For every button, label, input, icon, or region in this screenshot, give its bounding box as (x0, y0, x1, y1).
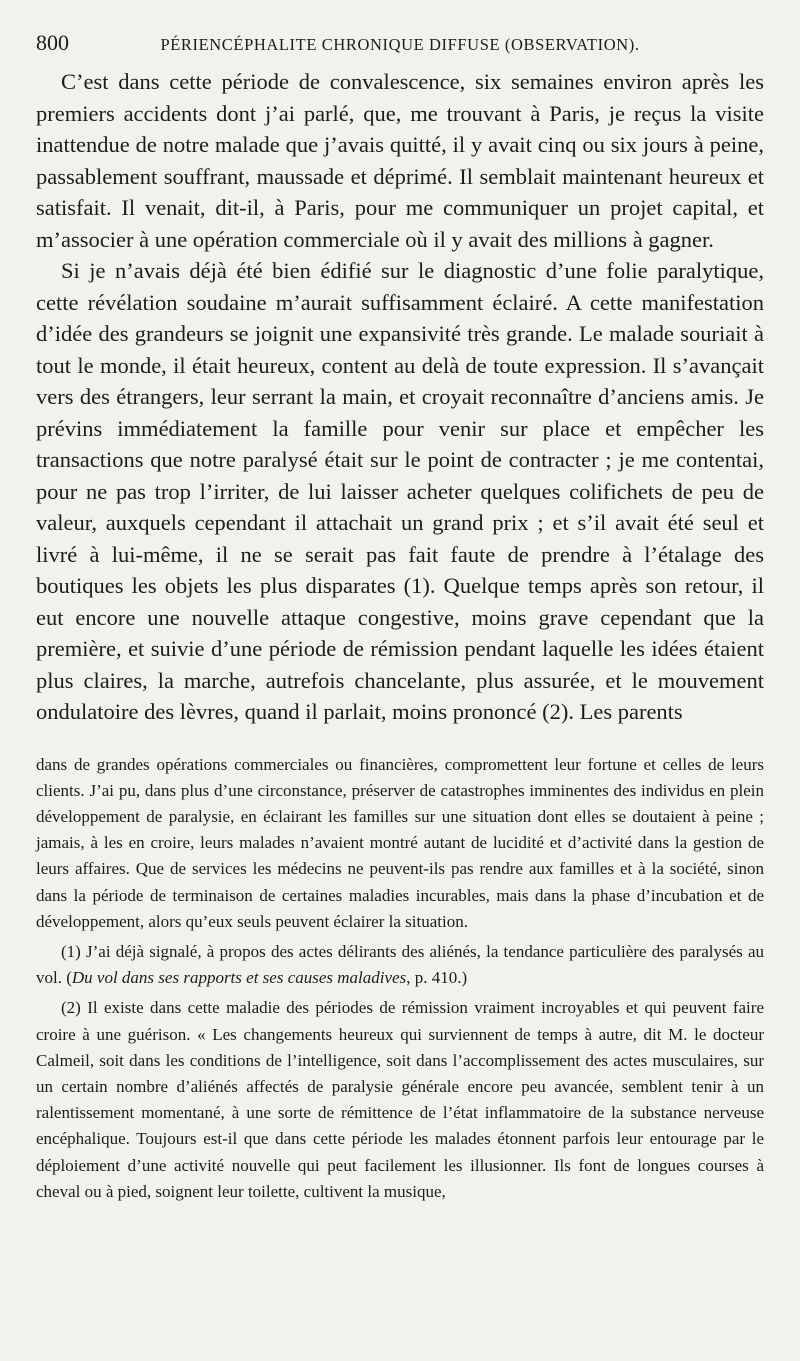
footnote-1-book-title: Du vol dans ses rapports et ses causes maladives (71, 968, 407, 988)
footnote-1-lead: (1) J’ai déjà signalé, à propos des actes délirants des aliénés, la tendance particulière des paralysés au vol. ( (36, 941, 764, 988)
page-header (36, 30, 764, 64)
footnote-continuation: dans de grandes opérations commerciales ou financières, compromettent leur fortune et celles de leurs clients. J’ai pu, dans plus d’une circonstance, préserver de catastrophes imminentes des individus en plein développement de paralysie, en éclairant les familles sur une situation dont elles se doutaient à peine ; jamais, à les en croire, leurs malades n’avaient montré autant de lucidité et d’activité dans la gestion de leurs affaires. Que de services les médecins ne peuvent-ils pas rendre aux familles et à la société, sinon dans la période de terminaison de certaines maladies incurables, mais dans la phase d’incubation et de développement, alors qu’eux seuls peuvent éclairer la situation. (36, 754, 764, 931)
main-text (36, 66, 764, 728)
footnote-2: (2) Il existe dans cette maladie des périodes de rémission vraiment incroyables et qui peuvent faire croire à une guérison. « Les changements heureux qui surviennent de temps à autre, dit M. le docteur Calmeil, soit dans les conditions de l’intelligence, soit dans l’accomplissement des actes musculaires, sur un certain nombre d’aliénés affectés de paralysie générale encore peu avancée, semblent tenir à un ralentissement momentané, à une sorte de rémittence de l’état inflammatoire de la substance nerveuse encéphalique. Toujours est-il que dans cette période les malades étonnent parfois leur entourage par le déploiement d’une activité nouvelle qui peut facilement les illusionner. Ils font de longues courses à cheval ou à pied, soignent leur toilette, cultivent la musique, (36, 998, 764, 1201)
paragraph-diagnostic: Si je n’avais déjà été bien édifié sur le diagnostic d’une folie paralytique, cette révélation soudaine m’aurait suffisamment éclairé. A cette manifestation d’idée des grandeurs se joignit une expansivité très grande. Le malade souriait à tout le monde, il était heureux, content au delà de toute expression. Il s’avançait vers des étrangers, leur serrant la main, et croyait reconnaître d’anciens amis. Je prévins immédiatement la famille pour venir sur place et empêcher les transactions que notre paralysé était sur le point de contracter ; je me contentai, pour ne pas trop l’irriter, de lui laisser acheter quelques colifichets de peu de valeur, auxquels cependant il attachait un grand prix ; et s’il avait été seul et livré à lui-même, il ne se serait pas fait faute de prendre à l’étalage des boutiques les objets les plus disparates (1). Quelque temps après son retour, il eut encore une nouvelle attaque congestive, moins grave cependant que la première, et suivie d’une période de rémission pendant laquelle les idées étaient plus claires, la marche, autrefois chancelante, plus assurée, et le mouvement ondulatoire des lèvres, quand il parlait, moins prononcé (2). Les parents (36, 258, 764, 724)
paragraph-convalescence: C’est dans cette période de convalescence, six semaines environ après les premiers accidents dont j’ai parlé, que, me trouvant à Paris, je reçus la visite inattendue de notre malade que j’avais quitté, il y avait cinq ou six jours à peine, passablement souffrant, maussade et déprimé. Il semblait maintenant heureux et satisfait. Il venait, dit-il, à Paris, pour me communiquer un projet capital, et m’associer à une opération commerciale où il y avait des millions à gagner. (36, 69, 764, 252)
footnote-1 (36, 939, 764, 991)
page-number: 800 (36, 30, 69, 55)
footnotes (36, 752, 764, 1205)
running-title: PÉRIENCÉPHALITE CHRONIQUE DIFFUSE (OBSERVATION). (160, 35, 640, 54)
footnote-1-tail: , p. 410.) (406, 968, 468, 988)
